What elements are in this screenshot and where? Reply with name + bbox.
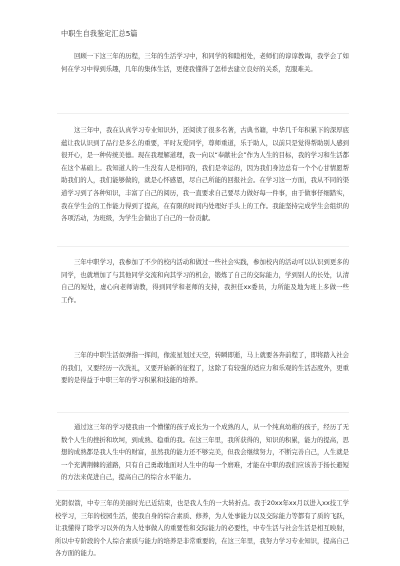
divider: [57, 246, 349, 247]
paragraph-4: 三年的中职生活似弹指一挥间，像流星划过天空，转瞬即逝，马上就要各奔前程了，即将踏入社会的我们，又要经历一次洗礼，又要开始新的征程了，这除了有较强的适应力和乐观的生活态度外，更重要的是得益于中职三年的学习积累和技能的培养。: [61, 351, 349, 385]
paragraph-1: 回顾一下这三年的历程，三年的生活学习中，和同学的和睦相处，老师们的谆谆教诲，我学会了如何在学习中得到乐趣，几年的集体生活，更使我懂得了怎样去建立良好的关系，克服难关。: [61, 52, 349, 73]
document-title: 中职生自我鉴定汇总5篇: [61, 29, 138, 38]
paragraph-6: 光阴似箭，中专三年的美丽时光已近结束，也是我人生的一大转折点。我于20xx年xx月以进入xx技工学校学习，三年的校园生活，使我自身的综合素质、修养，为人处事能力以及交际能力等都有了质的飞跃，让我懂得了除学习以外的为人处事做人的重要性和交际能力的必要性，中专生活与社会生活是相互映射，所以中专阶段的个人综合素质与能力的培养是非常重要的，在这三年里，我努力学习专业知识，提高自己各方面的能力。: [55, 499, 349, 558]
paragraph-3: 三年中职学习，我参加了不少的校内活动和做过一些社会实践，参加校内的活动可以认识到更多的同学，也就增加了与其他同学交流和向其学习的机会，锻炼了自己的交际能力，学到别人的长处，认清自己的短处，虚心向老师请教，得到同学和老师的支持，我担任xx委员，力所能及地为班上多做一些工作。: [61, 258, 349, 304]
paragraph-5: 通过这三年的学习使我由一个懵懂的孩子成长为一个成熟的人，从一个纯真幼稚的孩子，经历了无数个人生的挫折和坎坷，到成熟、稳重的我。在这三年里，我所获得的，知识的积累，能力的提高，思想的成熟都是我人生中的财富，虽然我的能力还不够完美，但我会继续努力，不断完善自己，人生就是一个充满荆棘的道路，只有自己勇敢地面对人生中的每一个磨难，才能在中职的我们应该善于扬长避短的方法来促进自己，提高自己的综合水平能力。: [61, 423, 349, 482]
paragraph-2: 这三年中，我在认真学习专业知识外，还阅读了很多名著，古典书籍，中华几千年积累下的深厚底蕴让我认识到了品行是多么的重要，平时友爱同学，尊师重道，乐于助人，以前只是觉得帮助别人感到很开心，是一种传统美德。现在我理解道理，我一向以“奉献社会”作为人生的目标，我的学习和生活都在这个基础上。我知道人的一生没有人是相同的，我们是幸运的，因为我们身边总有一个个心甘情愿帮助我们的人，我们能够做的，就是心怀感恩，尽自己所能的回报社会。在学习这一方面，我从不同的渠道学习到了各种知识，丰富了自己的阅历，我一直要求自己要尽力做好每一件事，由于做事仔细踏实，我在学生会的工作能力得到了提高，在有限的时间内处理好手头上的工作。我能坚持完成学生会组织的各项活动，为班级，为学生会做出了自己的一份贡献。: [61, 126, 349, 223]
divider: [57, 113, 349, 114]
divider: [57, 412, 349, 413]
divider: [57, 490, 349, 491]
